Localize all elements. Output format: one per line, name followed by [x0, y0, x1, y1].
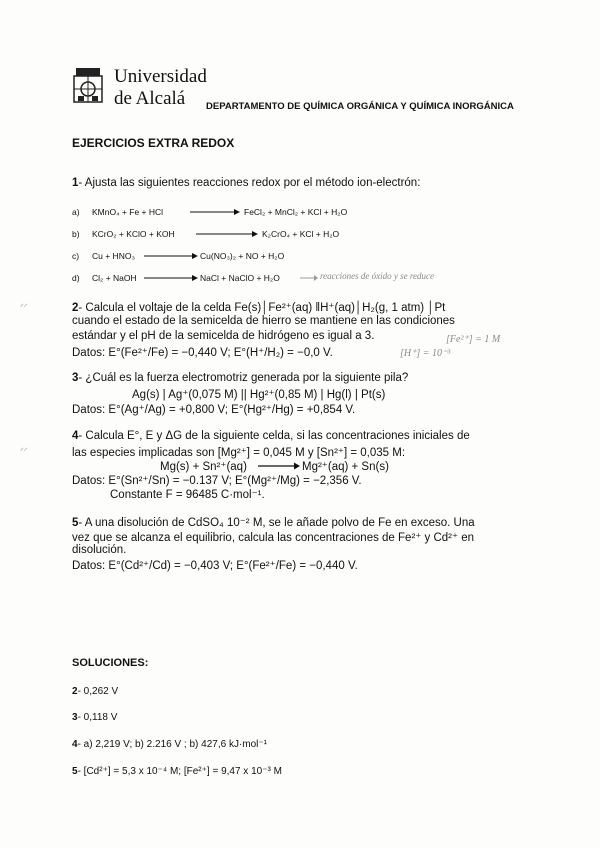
- question-text: - ¿Cuál es la fuerza electromotriz generada por la siguiente pila?: [78, 372, 409, 384]
- question-text: - Ajusta las siguientes reacciones redox por el método ion-electrón:: [78, 177, 421, 189]
- question-number: 4: [72, 430, 79, 442]
- reaction-label-c: c): [72, 251, 80, 261]
- university-name-line2: de Alcalá: [114, 88, 186, 109]
- question-5-line2: vez que se alcanza el equilibrio, calcula las concentraciones de Fe²⁺ y Cd²⁺ en: [72, 532, 475, 544]
- reaction-label-a: a): [72, 207, 80, 217]
- question-text: - Calcula el voltaje de la celda Fe(s)│Fe²⁺(aq) ‖H⁺(aq)│H₂(g, 1 atm) │Pt: [78, 302, 446, 314]
- question-5-data: Datos: E°(Cd²⁺/Cd) = −0,403 V; E°(Fe²⁺/Fe) = −0,440 V.: [72, 560, 358, 572]
- question-number: 2: [72, 302, 79, 314]
- question-5-line3: disolución.: [72, 544, 127, 556]
- question-text: - A una disolución de CdSO₄ 10⁻² M, se le añade polvo de Fe en exceso. Una: [78, 517, 475, 529]
- solution-item: 5- [Cd²⁺] = 5,3 x 10⁻⁴ M; [Fe²⁺] = 9,47 x 10⁻³ M: [72, 766, 282, 777]
- solution-item: 3- 0,118 V: [72, 712, 118, 723]
- university-crest-icon: [70, 66, 106, 106]
- question-number: 5: [72, 517, 79, 529]
- question-5-line1: [72, 515, 475, 529]
- question-2-line1: [72, 300, 445, 314]
- arrow-icon: [196, 229, 258, 239]
- question-1: [72, 177, 420, 189]
- solution-item: 4- a) 2,219 V; b) 2.216 V ; b) 427,6 kJ·mol⁻¹: [72, 739, 268, 750]
- question-4-reaction-left: Mg(s) + Sn²⁺(aq): [160, 461, 247, 473]
- reaction-c-reactants: Cu + HNO₃: [92, 251, 135, 261]
- question-2-data: Datos: E°(Fe²⁺/Fe) = −0,440 V; E°(H⁺/H₂) = −0,0 V.: [72, 347, 333, 359]
- question-3-line1: [72, 372, 408, 384]
- arrow-icon: [258, 461, 300, 471]
- reaction-b-products: K₂CrO₄ + KCl + H₂O: [262, 229, 340, 239]
- question-4-data: Datos: E°(Sn²⁺/Sn) = −0.137 V; E°(Mg²⁺/Mg) = −2,356 V.: [72, 475, 362, 487]
- reaction-c-products: Cu(NO₃)₂ + NO + H₂O: [200, 251, 285, 261]
- question-4-line1: [72, 430, 470, 442]
- solution-item: 2- 0,262 V: [72, 686, 119, 697]
- handwritten-annotation: [H⁺] = 10⁻³: [400, 348, 451, 359]
- arrow-icon: [190, 207, 240, 217]
- handwritten-note: reacciones de óxido y se reduce: [320, 271, 435, 281]
- solutions-heading: SOLUCIONES:: [72, 657, 149, 669]
- reaction-a-reactants: KMnO₄ + Fe + HCl: [92, 207, 164, 217]
- question-3-data: Datos: E°(Ag⁺/Ag) = +0,800 V; E°(Hg²⁺/Hg) = +0,854 V.: [72, 404, 356, 416]
- reaction-d-products: NaCl + NaClO + H₂O: [200, 273, 280, 283]
- handwritten-arrow-icon: [300, 273, 318, 283]
- handwritten-annotation: [Fe²⁺] = 1 M: [446, 334, 501, 345]
- question-number: 1: [72, 177, 79, 189]
- question-text: - Calcula E°, E y ΔG de la siguiente celda, si las concentraciones iniciales de: [78, 430, 470, 442]
- reaction-a-products: FeCl₂ + MnCl₂ + KCl + H₂O: [244, 207, 348, 217]
- question-2-line3: estándar y el pH de la semicelda de hidrógeno es igual a 3.: [72, 330, 375, 342]
- arrow-icon: [144, 251, 198, 261]
- reaction-label-b: b): [72, 229, 80, 239]
- question-4-constant: Constante F = 96485 C·mol⁻¹.: [110, 489, 265, 501]
- reaction-d-reactants: Cl₂ + NaOH: [92, 273, 137, 283]
- page-title: EJERCICIOS EXTRA REDOX: [72, 136, 235, 150]
- arrow-icon: [144, 273, 198, 283]
- question-number: 3: [72, 372, 79, 384]
- question-4-reaction-right: Mg²⁺(aq) + Sn(s): [302, 461, 389, 473]
- department-name: DEPARTAMENTO DE QUÍMICA ORGÁNICA Y QUÍMICA INORGÁNICA: [206, 101, 514, 112]
- reaction-b-reactants: KCrO₂ + KClO + KOH: [92, 229, 175, 239]
- margin-mark: ᐟᐟ: [20, 302, 28, 312]
- question-4-line2: las especies implicadas son [Mg²⁺] = 0,045 M y [Sn²⁺] = 0,035 M:: [72, 447, 406, 459]
- question-3-cell: Ag(s) | Ag⁺(0,075 M) || Hg²⁺(0,85 M) | Hg(l) | Pt(s): [132, 389, 386, 401]
- question-2-line2: cuando el estado de la semicelda de hierro se mantiene en las condiciones: [72, 315, 455, 327]
- margin-mark: ᐟᐟ: [20, 446, 28, 456]
- university-name-line1: Universidad: [114, 66, 207, 87]
- reaction-label-d: d): [72, 273, 80, 283]
